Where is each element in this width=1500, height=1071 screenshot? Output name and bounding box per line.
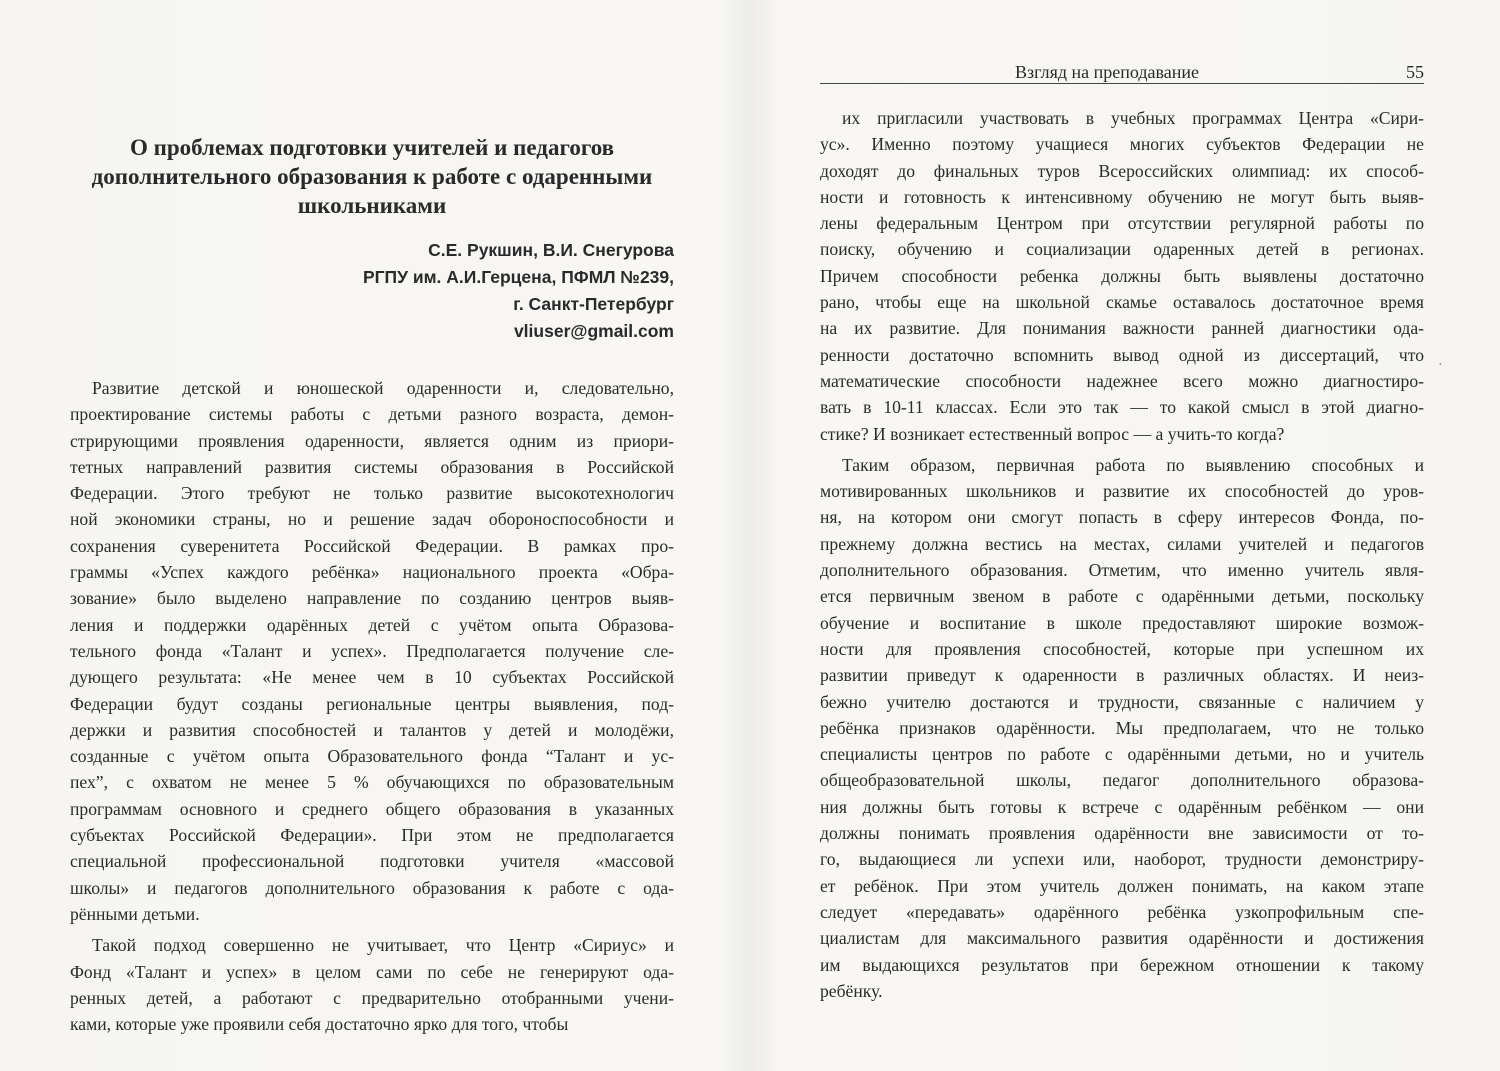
left-page	[70, 0, 674, 1042]
text-line: Федерации будут созданы региональные центры выявления, под-	[70, 693, 674, 714]
paragraph	[820, 452, 1424, 1004]
text-line: Причем способности ребенка должны быть выявлены достаточно	[820, 265, 1424, 286]
text-line: бежно учителю достаются и трудности, связанные с наличием у	[820, 691, 1424, 712]
text-line: ной экономики страны, но и решение задач обороноспособности и	[70, 509, 674, 530]
author-block	[70, 237, 674, 345]
text-line: ния должны быть готовы к встрече с одарённым ребёнком — они	[820, 796, 1424, 817]
text-line: ня, на котором они смогут попасть в сферу интересов Фонда, по-	[820, 507, 1424, 528]
text-line: рано, чтобы еще на школьной скамье оставалось достаточное время	[820, 292, 1424, 313]
text-line: граммы «Успех каждого ребёнка» национального проекта «Обра-	[70, 562, 674, 583]
author-affiliation: РГПУ им. А.И.Герцена, ПФМЛ №239,	[362, 267, 674, 287]
text-line: доходят до финальных туров Всероссийских олимпиад: их способ-	[820, 160, 1424, 181]
running-head-title: Взгляд на преподавание	[1015, 62, 1200, 82]
text-line: созданные с учётом опыта Образовательного фонда “Талант и ус-	[70, 746, 674, 767]
text-line: стике? И возникает естественный вопрос — а учить-то когда?	[820, 423, 1285, 444]
paragraph	[70, 375, 674, 927]
text-line: их пригласили участвовать в учебных программах Центра «Сири-	[842, 108, 1424, 128]
header-rule	[820, 83, 1424, 84]
text-line: ками, которые уже проявили себя достаточно ярко для того, чтобы	[70, 1014, 569, 1035]
text-line: ется первичным звеном в работе с одарёнными детьми, поскольку	[820, 586, 1424, 607]
text-line: Таким образом, первичная работа по выявлению способных и	[842, 454, 1424, 475]
title-line: школьниками	[297, 193, 447, 218]
text-line: пех”, с охватом не менее 5 % обучающихся по образовательным	[70, 772, 674, 793]
text-line: ления и поддержки одарённых детей с учётом опыта Образова-	[70, 614, 674, 635]
text-line: дополнительного образования. Отметим, что именно учитель явля-	[820, 560, 1424, 581]
text-line: ности для проявления способностей, которые при успешном их	[820, 638, 1424, 659]
title-line: дополнительного образования к работе с одаренными	[91, 164, 653, 189]
text-line: Такой подход совершенно не учитывает, что Центр «Сириус» и	[92, 935, 674, 956]
text-line: ренности достаточно вспомнить вывод одной из диссертаций, что	[820, 344, 1424, 365]
text-line: тетных направлений развития системы образования в Российской	[70, 456, 674, 477]
text-line: циалистам для максимального развития одарённости и достижения	[820, 928, 1424, 949]
text-line: сохранения суверенитета Российской Федерации. В рамках про-	[70, 535, 674, 556]
text-line: им выдающихся результатов при бережном отношении к такому	[820, 954, 1424, 975]
text-line: Федерации. Этого требуют не только развитие высокотехнологич	[70, 483, 674, 504]
author-email: vliuser@gmail.com	[513, 321, 674, 341]
text-line: рёнными детьми.	[70, 903, 200, 924]
text-line: программам основного и среднего общего образования в указанных	[70, 798, 674, 819]
text-line: держки и развития способностей и талантов у детей и молодёжи,	[70, 719, 674, 740]
text-line: стрирующими проявления одаренности, является одним из приори-	[70, 430, 674, 451]
text-line: обучение и воспитание в школе предоставляют широкие возмож-	[820, 612, 1424, 633]
scan-speck: ·	[1438, 358, 1443, 373]
text-line: ет ребёнок. При этом учитель должен понимать, на каком этапе	[820, 875, 1424, 896]
text-line: математические способности надежнее всего можно диагностиро-	[820, 370, 1424, 391]
text-line: ребёнка признаков одарённости. Мы предполагаем, что не только	[820, 717, 1424, 738]
right-body-text	[820, 105, 1424, 1004]
text-line: зование» было выделено направление по созданию центров выяв-	[70, 588, 674, 609]
text-line: Фонд «Талант и успех» в целом сами по себе не генерируют ода-	[70, 961, 674, 982]
title-line: О проблемах подготовки учителей и педагогов	[129, 135, 615, 160]
paragraph	[820, 105, 1424, 447]
right-page	[820, 0, 1424, 1009]
text-line: ус». Именно поэтому учащиеся многих субъектов Федерации не	[820, 134, 1424, 155]
text-line: ности и готовность к интенсивному обучению не могут быть выяв-	[820, 186, 1424, 207]
text-line: тельного фонда «Талант и успех». Предполагается получение сле-	[70, 640, 674, 661]
text-line: на их развитие. Для понимания важности ранней диагностики ода-	[820, 318, 1424, 339]
text-line: специальной профессиональной подготовки учителя «массовой	[70, 851, 674, 872]
text-line: субъектах Российской Федерации». При этом не предполагается	[70, 825, 674, 846]
left-body-text	[70, 375, 674, 1037]
text-line: вать в 10-11 классах. Если это так — то какой смысл в этой диагно-	[820, 397, 1424, 418]
text-line: лены федеральным Центром при отсутствии регулярной работы по	[820, 213, 1424, 234]
text-line: школы» и педагогов дополнительного образования к работе с ода-	[70, 877, 674, 898]
text-line: проектирование системы работы с детьми разного возраста, демон-	[70, 404, 674, 425]
text-line: развитии приведут к одаренности в различных областях. И неиз-	[820, 665, 1424, 686]
text-line: прежнему должна вестись на местах, силами учителей и педагогов	[820, 533, 1424, 554]
article-title	[70, 133, 674, 220]
text-line: поиску, обучению и социализации одаренных детей в регионах.	[820, 239, 1424, 260]
text-line: ренных детей, а работают с предварительно отобранными учени-	[70, 987, 674, 1008]
author-city: г. Санкт-Петербург	[513, 294, 674, 314]
paragraph	[70, 932, 674, 1037]
text-line: дующего результата: «Не менее чем в 10 субъектах Российской	[70, 667, 674, 688]
text-line: ребёнку.	[820, 980, 883, 1001]
text-line: должны понимать проявления одарённости вне зависимости от то-	[820, 823, 1424, 844]
text-line: общеобразовательной школы, педагог дополнительного образова-	[820, 770, 1424, 791]
page-number: 55	[1406, 62, 1424, 82]
text-line: мотивированных школьников и развитие их способностей до уров-	[820, 481, 1424, 502]
text-line: Развитие детской и юношеской одаренности и, следовательно,	[92, 378, 674, 398]
author-names: С.Е. Рукшин, В.И. Снегурова	[428, 240, 674, 260]
running-header	[820, 0, 1424, 83]
text-line: го, выдающиеся ли успехи или, наоборот, трудности демонстриру-	[820, 849, 1424, 870]
text-line: специалисты центров по работе с одарёнными детьми, но и учитель	[820, 744, 1424, 765]
text-line: следует «передавать» одарённого ребёнка узкопрофильным спе-	[820, 901, 1424, 922]
